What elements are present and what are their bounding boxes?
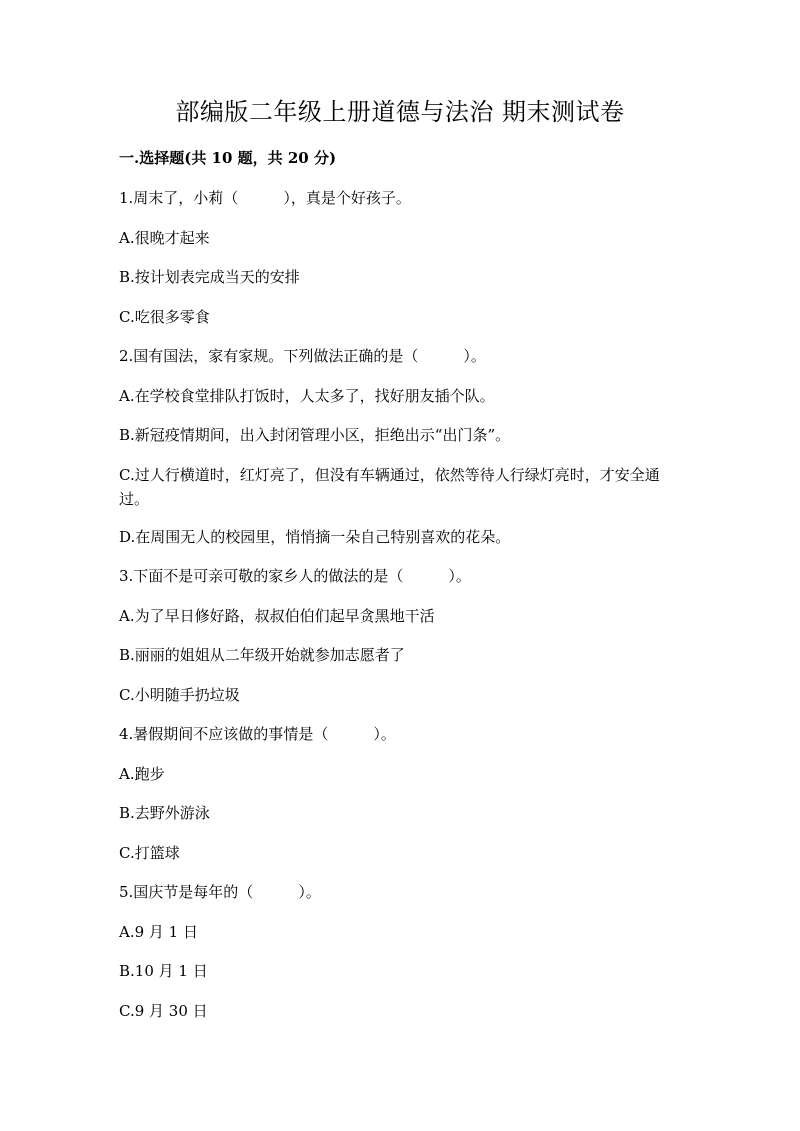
question-2-stem: 2.国有国法，家有家规。下列做法正确的是（ ）。 bbox=[119, 347, 486, 365]
question-1-option-a: A.很晚才起来 bbox=[119, 229, 210, 247]
question-4-option-a: A.跑步 bbox=[119, 765, 165, 783]
question-2-option-c: C.过人行横道时，红灯亮了，但没有车辆通过，依然等待人行绿灯亮时，才安全通过。 bbox=[119, 466, 660, 508]
question-2-option-b: B.新冠疫情期间，出入封闭管理小区，拒绝出示“出门条”。 bbox=[119, 426, 511, 444]
question-3-option-a: A.为了早日修好路，叔叔伯伯们起早贪黑地干活 bbox=[119, 607, 435, 625]
question-1-option-c: C.吃很多零食 bbox=[119, 308, 210, 326]
question-3-stem: 3.下面不是可亲可敬的家乡人的做法的是（ ）。 bbox=[119, 567, 471, 585]
section-heading: 一.选择题(共 10 题，共 20 分) bbox=[119, 149, 337, 167]
question-4-stem: 4.暑假期间不应该做的事情是（ ）。 bbox=[119, 725, 396, 743]
question-1-option-b: B.按计划表完成当天的安排 bbox=[119, 268, 300, 286]
question-5-option-a: A.9 月 1 日 bbox=[119, 923, 198, 941]
question-2-option-a: A.在学校食堂排队打饭时，人太多了，找好朋友插个队。 bbox=[119, 387, 495, 405]
question-4-option-b: B.去野外游泳 bbox=[119, 804, 210, 822]
question-1-stem: 1.周末了，小莉（ ），真是个好孩子。 bbox=[119, 189, 411, 207]
question-3-option-c: C.小明随手扔垃圾 bbox=[119, 686, 240, 704]
question-3-option-b: B.丽丽的姐姐从二年级开始就参加志愿者了 bbox=[119, 646, 405, 664]
question-4-option-c: C.打篮球 bbox=[119, 844, 180, 862]
question-5-stem: 5.国庆节是每年的（ ）。 bbox=[119, 883, 321, 901]
exam-title: 部编版二年级上册道德与法治 期末测试卷 bbox=[175, 98, 625, 126]
question-5-option-b: B.10 月 1 日 bbox=[119, 962, 208, 980]
question-5-option-c: C.9 月 30 日 bbox=[119, 1002, 208, 1020]
question-2-option-d: D.在周围无人的校园里，悄悄摘一朵自己特别喜欢的花朵。 bbox=[119, 528, 511, 546]
